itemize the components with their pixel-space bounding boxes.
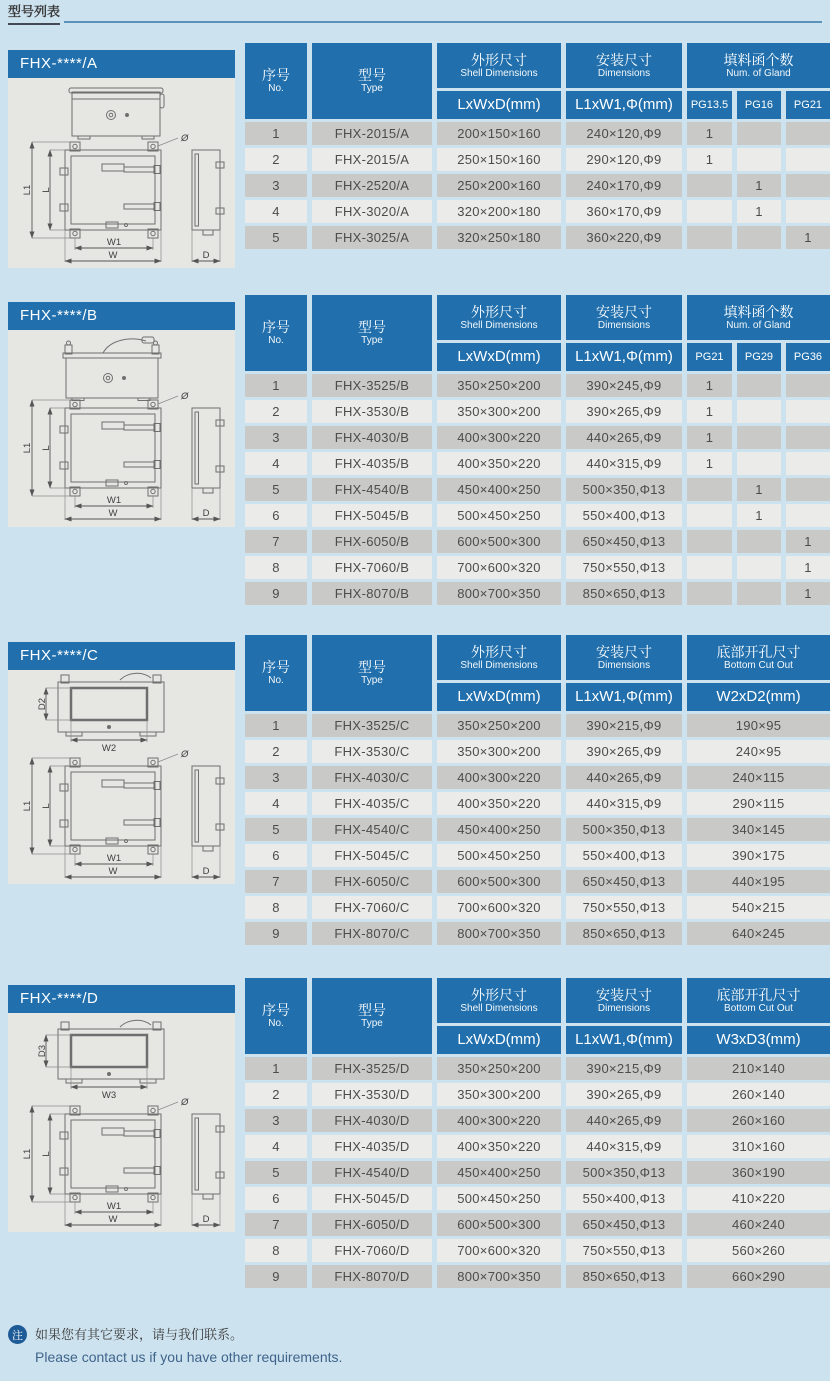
dim-label-d3: D3	[37, 1044, 48, 1058]
table-d-header	[245, 978, 830, 1054]
cutout-dimensions: 260×160	[687, 1109, 830, 1132]
mount-dimensions: 850×650,Φ13	[566, 1265, 682, 1288]
mount-dimensions: 440×315,Φ9	[566, 452, 682, 475]
mount-dimensions: 500×350,Φ13	[566, 478, 682, 501]
gland-count	[737, 400, 781, 423]
gland-count: 1	[687, 426, 732, 449]
mount-dimensions: 440×265,Φ9	[566, 1109, 682, 1132]
drawing-c	[8, 670, 235, 884]
model-type: FHX-7060/B	[312, 556, 432, 579]
row-no: 4	[245, 1135, 307, 1158]
drawing-b	[8, 330, 235, 527]
cutout-dimensions: 360×190	[687, 1161, 830, 1184]
model-type: FHX-4540/C	[312, 818, 432, 841]
shell-dimensions: 450×400×250	[437, 478, 561, 501]
row-no: 3	[245, 174, 307, 197]
row-no: 4	[245, 200, 307, 223]
gland-count: 1	[737, 174, 781, 197]
mount-dimensions: 240×120,Φ9	[566, 122, 682, 145]
model-type: FHX-3530/C	[312, 740, 432, 763]
mount-dimensions: 240×170,Φ9	[566, 174, 682, 197]
shell-dimensions: 800×700×350	[437, 1265, 561, 1288]
shell-dimensions: 250×150×160	[437, 148, 561, 171]
gland-count	[687, 478, 732, 501]
row-no: 8	[245, 896, 307, 919]
mount-dimensions: 550×400,Φ13	[566, 1187, 682, 1210]
cutout-dimensions: 240×115	[687, 766, 830, 789]
row-no: 1	[245, 1057, 307, 1080]
shell-dimensions: 450×400×250	[437, 1161, 561, 1184]
model-type: FHX-2015/A	[312, 148, 432, 171]
shell-dimensions: 500×450×250	[437, 504, 561, 527]
cutout-dimensions: 640×245	[687, 922, 830, 945]
model-type: FHX-7060/D	[312, 1239, 432, 1262]
model-type: FHX-7060/C	[312, 896, 432, 919]
cutout-dimensions: 560×260	[687, 1239, 830, 1262]
col-shell: 外形尺寸 Shell Dimensions	[437, 43, 561, 88]
gland-count	[786, 174, 830, 197]
mount-dimensions: 750×550,Φ13	[566, 896, 682, 919]
row-no: 3	[245, 426, 307, 449]
row-no: 5	[245, 226, 307, 249]
mount-dimensions: 650×450,Φ13	[566, 530, 682, 553]
table-b-body	[245, 374, 830, 605]
model-type: FHX-4035/B	[312, 452, 432, 475]
mount-dimensions: 390×265,Φ9	[566, 740, 682, 763]
gland-count	[687, 504, 732, 527]
col-mount-sub: L1xW1,Φ(mm)	[566, 343, 682, 371]
shell-dimensions: 500×450×250	[437, 844, 561, 867]
gland-count	[786, 400, 830, 423]
model-type: FHX-2520/A	[312, 174, 432, 197]
model-type: FHX-3025/A	[312, 226, 432, 249]
cutout-dimensions: 410×220	[687, 1187, 830, 1210]
col-no: 序号 No.	[245, 43, 307, 119]
drawing-d	[8, 1013, 235, 1232]
gland-count: 1	[737, 504, 781, 527]
gland-count	[786, 148, 830, 171]
gland-count	[737, 226, 781, 249]
gland-count	[786, 452, 830, 475]
mount-dimensions: 500×350,Φ13	[566, 818, 682, 841]
col-shell-sub: LxWxD(mm)	[437, 683, 561, 711]
gland-count	[737, 374, 781, 397]
shell-dimensions: 800×700×350	[437, 582, 561, 605]
col-mount-sub: L1xW1,Φ(mm)	[566, 91, 682, 119]
table-c-body	[245, 714, 830, 945]
mount-dimensions: 850×650,Φ13	[566, 922, 682, 945]
gland-count: 1	[687, 400, 732, 423]
section-c-title: FHX-****/C	[8, 642, 235, 670]
col-pg2: PG29	[737, 343, 781, 371]
shell-dimensions: 350×300×200	[437, 400, 561, 423]
shell-dimensions: 350×250×200	[437, 1057, 561, 1080]
row-no: 6	[245, 504, 307, 527]
col-shell: 外形尺寸 Shell Dimensions	[437, 978, 561, 1023]
model-type: FHX-3020/A	[312, 200, 432, 223]
col-no: 序号 No.	[245, 295, 307, 371]
row-no: 4	[245, 452, 307, 475]
col-type: 型号 Type	[312, 43, 432, 119]
col-pg2: PG16	[737, 91, 781, 119]
dim-label-d2: D2	[37, 697, 48, 711]
col-no: 序号 No.	[245, 635, 307, 711]
row-no: 2	[245, 400, 307, 423]
col-type: 型号 Type	[312, 635, 432, 711]
shell-dimensions: 250×200×160	[437, 174, 561, 197]
mount-dimensions: 360×170,Φ9	[566, 200, 682, 223]
gland-count	[786, 478, 830, 501]
shell-dimensions: 400×350×220	[437, 792, 561, 815]
mount-dimensions: 440×265,Φ9	[566, 766, 682, 789]
gland-count	[687, 200, 732, 223]
mount-dimensions: 750×550,Φ13	[566, 556, 682, 579]
row-no: 1	[245, 374, 307, 397]
row-no: 5	[245, 1161, 307, 1184]
shell-dimensions: 320×200×180	[437, 200, 561, 223]
mount-dimensions: 360×220,Φ9	[566, 226, 682, 249]
drawing-a	[8, 78, 235, 268]
gland-count	[687, 226, 732, 249]
row-no: 9	[245, 922, 307, 945]
gland-count	[786, 504, 830, 527]
spec-table-a	[245, 43, 830, 249]
shell-dimensions: 700×600×320	[437, 1239, 561, 1262]
model-type: FHX-6050/B	[312, 530, 432, 553]
shell-dimensions: 400×350×220	[437, 452, 561, 475]
row-no: 2	[245, 148, 307, 171]
cutout-dimensions: 210×140	[687, 1057, 830, 1080]
mount-dimensions: 440×315,Φ9	[566, 1135, 682, 1158]
model-type: FHX-8070/D	[312, 1265, 432, 1288]
col-shell-sub: LxWxD(mm)	[437, 1026, 561, 1054]
mount-dimensions: 290×120,Φ9	[566, 148, 682, 171]
section-b	[8, 295, 822, 605]
gland-count	[737, 582, 781, 605]
model-type: FHX-5045/D	[312, 1187, 432, 1210]
shell-dimensions: 450×400×250	[437, 818, 561, 841]
row-no: 7	[245, 1213, 307, 1236]
col-mount: 安装尺寸 Dimensions	[566, 635, 682, 680]
shell-dimensions: 350×300×200	[437, 740, 561, 763]
col-mount-sub: L1xW1,Φ(mm)	[566, 683, 682, 711]
col-gland: 填料函个数 Num. of Gland	[687, 295, 830, 340]
row-no: 8	[245, 1239, 307, 1262]
model-type: FHX-4035/C	[312, 792, 432, 815]
row-no: 1	[245, 714, 307, 737]
gland-count	[786, 122, 830, 145]
row-no: 7	[245, 870, 307, 893]
mount-dimensions: 650×450,Φ13	[566, 1213, 682, 1236]
shell-dimensions: 200×150×160	[437, 122, 561, 145]
gland-count	[786, 200, 830, 223]
shell-dimensions: 350×300×200	[437, 1083, 561, 1106]
row-no: 3	[245, 1109, 307, 1132]
model-type: FHX-6050/D	[312, 1213, 432, 1236]
shell-dimensions: 500×450×250	[437, 1187, 561, 1210]
row-no: 3	[245, 766, 307, 789]
row-no: 8	[245, 556, 307, 579]
mount-dimensions: 390×265,Φ9	[566, 1083, 682, 1106]
model-type: FHX-4030/C	[312, 766, 432, 789]
shell-dimensions: 400×300×220	[437, 426, 561, 449]
cutout-dimensions: 240×95	[687, 740, 830, 763]
row-no: 9	[245, 1265, 307, 1288]
cutout-dimensions: 660×290	[687, 1265, 830, 1288]
model-type: FHX-4030/B	[312, 426, 432, 449]
col-pg3: PG36	[786, 343, 830, 371]
col-mount: 安装尺寸 Dimensions	[566, 978, 682, 1023]
gland-count: 1	[737, 200, 781, 223]
model-type: FHX-2015/A	[312, 122, 432, 145]
section-d	[8, 978, 822, 1288]
mount-dimensions: 650×450,Φ13	[566, 870, 682, 893]
row-no: 5	[245, 818, 307, 841]
gland-count	[737, 148, 781, 171]
col-shell: 外形尺寸 Shell Dimensions	[437, 295, 561, 340]
gland-count	[737, 452, 781, 475]
col-cutout: 底部开孔尺寸 Bottom Cut Out	[687, 978, 830, 1023]
col-pg3: PG21	[786, 91, 830, 119]
cutout-dimensions: 440×195	[687, 870, 830, 893]
col-shell-sub: LxWxD(mm)	[437, 343, 561, 371]
gland-count	[687, 530, 732, 553]
gland-count: 1	[786, 226, 830, 249]
shell-dimensions: 400×350×220	[437, 1135, 561, 1158]
page-header	[0, 0, 830, 25]
spec-table-c	[245, 635, 830, 945]
col-type: 型号 Type	[312, 295, 432, 371]
cutout-dimensions: 190×95	[687, 714, 830, 737]
section-d-title: FHX-****/D	[8, 985, 235, 1013]
note-badge: 注	[8, 1325, 27, 1344]
table-c-header	[245, 635, 830, 711]
gland-count: 1	[687, 452, 732, 475]
table-d-body	[245, 1057, 830, 1288]
model-type: FHX-4540/D	[312, 1161, 432, 1184]
model-type: FHX-5045/B	[312, 504, 432, 527]
row-no: 5	[245, 478, 307, 501]
model-type: FHX-8070/B	[312, 582, 432, 605]
gland-count	[737, 122, 781, 145]
gland-count	[786, 426, 830, 449]
row-no: 6	[245, 1187, 307, 1210]
note-text-en: Please contact us if you have other requirements.	[35, 1349, 343, 1365]
model-type: FHX-4030/D	[312, 1109, 432, 1132]
col-type: 型号 Type	[312, 978, 432, 1054]
col-cutout: 底部开孔尺寸 Bottom Cut Out	[687, 635, 830, 680]
col-pg1: PG13.5	[687, 91, 732, 119]
header-rule	[64, 21, 822, 23]
mount-dimensions: 390×215,Φ9	[566, 1057, 682, 1080]
mount-dimensions: 750×550,Φ13	[566, 1239, 682, 1262]
row-no: 6	[245, 844, 307, 867]
table-b-header	[245, 295, 830, 371]
cutout-dimensions: 460×240	[687, 1213, 830, 1236]
shell-dimensions: 700×600×320	[437, 556, 561, 579]
row-no: 2	[245, 740, 307, 763]
dim-label-w3: W3	[101, 1090, 117, 1101]
dim-label-w2: W2	[101, 743, 117, 754]
gland-count: 1	[786, 530, 830, 553]
model-type: FHX-8070/C	[312, 922, 432, 945]
col-cutout-sub: W2xD2(mm)	[687, 683, 830, 711]
note-text-zh: 如果您有其它要求，请与我们联系。	[35, 1327, 244, 1342]
table-a-body	[245, 122, 830, 249]
gland-count	[786, 374, 830, 397]
row-no: 9	[245, 582, 307, 605]
model-type: FHX-3530/D	[312, 1083, 432, 1106]
section-a	[8, 43, 822, 268]
row-no: 1	[245, 122, 307, 145]
model-type: FHX-5045/C	[312, 844, 432, 867]
shell-dimensions: 600×500×300	[437, 1213, 561, 1236]
cutout-dimensions: 290×115	[687, 792, 830, 815]
gland-count	[687, 174, 732, 197]
mount-dimensions: 550×400,Φ13	[566, 504, 682, 527]
gland-count	[737, 530, 781, 553]
gland-count: 1	[687, 148, 732, 171]
shell-dimensions: 700×600×320	[437, 896, 561, 919]
spec-table-d	[245, 978, 830, 1288]
gland-count: 1	[687, 122, 732, 145]
shell-dimensions: 800×700×350	[437, 922, 561, 945]
shell-dimensions: 400×300×220	[437, 766, 561, 789]
shell-dimensions: 320×250×180	[437, 226, 561, 249]
model-type: FHX-3525/D	[312, 1057, 432, 1080]
col-no: 序号 No.	[245, 978, 307, 1054]
model-type: FHX-4035/D	[312, 1135, 432, 1158]
mount-dimensions: 390×215,Φ9	[566, 714, 682, 737]
col-cutout-sub: W3xD3(mm)	[687, 1026, 830, 1054]
spec-table-b	[245, 295, 830, 605]
mount-dimensions: 440×265,Φ9	[566, 426, 682, 449]
section-b-title: FHX-****/B	[8, 302, 235, 330]
cutout-dimensions: 540×215	[687, 896, 830, 919]
col-gland: 填料函个数 Num. of Gland	[687, 43, 830, 88]
shell-dimensions: 350×250×200	[437, 374, 561, 397]
cutout-dimensions: 390×175	[687, 844, 830, 867]
gland-count	[737, 556, 781, 579]
model-type: FHX-3530/B	[312, 400, 432, 423]
gland-count	[737, 426, 781, 449]
gland-count: 1	[786, 582, 830, 605]
shell-dimensions: 600×500×300	[437, 870, 561, 893]
col-pg1: PG21	[687, 343, 732, 371]
mount-dimensions: 500×350,Φ13	[566, 1161, 682, 1184]
table-a-header	[245, 43, 830, 119]
col-shell: 外形尺寸 Shell Dimensions	[437, 635, 561, 680]
footer-note	[8, 1325, 822, 1365]
gland-count: 1	[737, 478, 781, 501]
cutout-dimensions: 260×140	[687, 1083, 830, 1106]
cutout-dimensions: 340×145	[687, 818, 830, 841]
shell-dimensions: 600×500×300	[437, 530, 561, 553]
mount-dimensions: 850×650,Φ13	[566, 582, 682, 605]
section-c	[8, 635, 822, 945]
model-type: FHX-3525/C	[312, 714, 432, 737]
col-mount: 安装尺寸 Dimensions	[566, 43, 682, 88]
page-title: 型号列表	[8, 1, 60, 25]
model-type: FHX-3525/B	[312, 374, 432, 397]
gland-count	[687, 582, 732, 605]
mount-dimensions: 390×265,Φ9	[566, 400, 682, 423]
col-mount: 安装尺寸 Dimensions	[566, 295, 682, 340]
gland-count: 1	[687, 374, 732, 397]
mount-dimensions: 390×245,Φ9	[566, 374, 682, 397]
cutout-dimensions: 310×160	[687, 1135, 830, 1158]
row-no: 7	[245, 530, 307, 553]
model-type: FHX-4540/B	[312, 478, 432, 501]
shell-dimensions: 400×300×220	[437, 1109, 561, 1132]
gland-count: 1	[786, 556, 830, 579]
mount-dimensions: 550×400,Φ13	[566, 844, 682, 867]
model-type: FHX-6050/C	[312, 870, 432, 893]
mount-dimensions: 440×315,Φ9	[566, 792, 682, 815]
col-mount-sub: L1xW1,Φ(mm)	[566, 1026, 682, 1054]
row-no: 2	[245, 1083, 307, 1106]
col-shell-sub: LxWxD(mm)	[437, 91, 561, 119]
shell-dimensions: 350×250×200	[437, 714, 561, 737]
row-no: 4	[245, 792, 307, 815]
gland-count	[687, 556, 732, 579]
section-a-title: FHX-****/A	[8, 50, 235, 78]
